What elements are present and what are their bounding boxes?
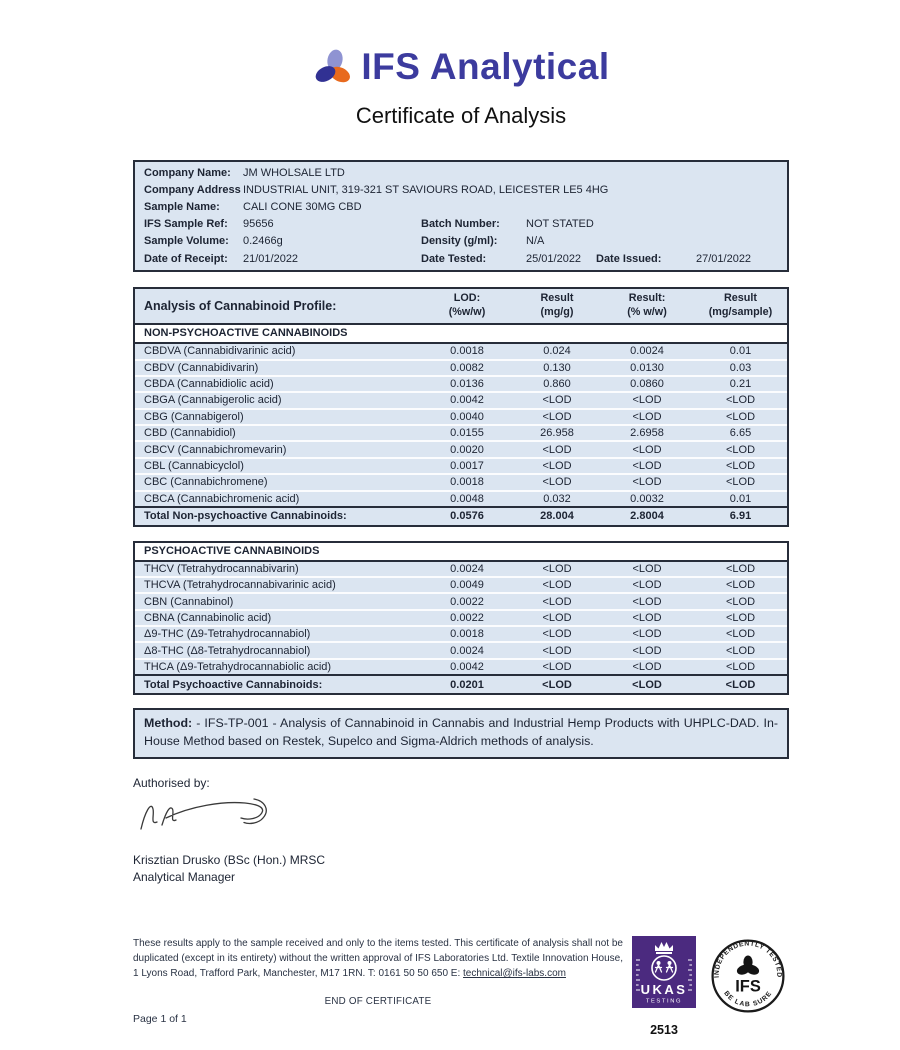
result-value: 0.03 (729, 361, 752, 374)
info-value: 25/01/2022 (526, 252, 582, 265)
result-value: <LOD (725, 410, 756, 423)
info-value: NOT STATED (526, 218, 594, 231)
email-link[interactable]: technical@ifs-labs.com (463, 968, 566, 980)
table-row (135, 506, 787, 525)
column-header-line: LOD: (453, 292, 481, 305)
page-number: Page 1 of 1 (133, 1012, 187, 1025)
method-text: - IFS-TP-001 - Analysis of Cannabinoid in Cannabis and Industrial Hemp Products with UHPLC-DAD. In-House Method based on Restek, Supelco and Sigma-Aldrich methods of analysis. (144, 715, 778, 749)
psychoactive-rows (135, 562, 787, 675)
table-row (135, 377, 787, 393)
table-row (135, 393, 787, 409)
table-row (135, 410, 787, 426)
result-value: 0.0024 (630, 345, 664, 358)
column-header-line: (mg/sample) (708, 306, 773, 319)
footer-text-block (133, 936, 623, 1037)
info-label: Sample Volume: (144, 235, 229, 248)
ifs-independently-tested-stamp-icon (709, 937, 787, 1015)
result-value: 26.958 (540, 427, 574, 440)
column-header-line: (%w/w) (448, 306, 486, 319)
result-value: <LOD (632, 579, 662, 592)
method-label: Method: (144, 715, 193, 730)
info-row-dates (135, 250, 787, 267)
ifs-trefoil-logo-icon (312, 47, 354, 87)
ukas-logo-block (632, 936, 696, 1037)
result-value: <LOD (725, 628, 756, 641)
info-label: Date Issued: (596, 252, 662, 265)
info-value: N/A (526, 235, 545, 248)
info-label: Company Address (144, 183, 241, 196)
analyte-name: CBC (Cannabichromene) (144, 476, 268, 489)
stamp-center-text: IFS (735, 977, 761, 996)
info-label: Date Tested: (421, 252, 487, 265)
result-value: 0.0130 (630, 361, 664, 374)
result-value: 0.0201 (450, 678, 484, 691)
column-header-result-pww (602, 292, 692, 320)
table-row (135, 562, 787, 578)
non-psychoactive-rows (135, 344, 787, 506)
table-row (135, 459, 787, 475)
end-of-certificate-label: END OF CERTIFICATE (324, 995, 432, 1007)
ukas-accreditation-number: 2513 (650, 1023, 678, 1037)
result-value: <LOD (542, 661, 572, 674)
analyte-name: Total Psychoactive Cannabinoids: (144, 678, 323, 691)
section-header-non-psychoactive: NON-PSYCHOACTIVE CANNABINOIDS (135, 325, 787, 344)
analyte-name: CBL (Cannabicyclol) (144, 460, 244, 473)
result-value: 0.0032 (630, 492, 664, 505)
result-value: 6.91 (729, 510, 752, 523)
column-header-line: Result (724, 292, 757, 305)
result-value: <LOD (542, 562, 572, 575)
result-value: <LOD (632, 611, 662, 624)
analyte-name: THCA (Δ9-Tetrahydrocannabiolic acid) (144, 661, 332, 674)
result-value: 0.0082 (450, 361, 484, 374)
non-psychoactive-table (133, 287, 789, 526)
disclaimer-body: These results apply to the sample received and only to the items tested. This certificate of analysis shall not be duplicated (except in its entirety) without the written approval of IFS Laboratories Ltd. Textile Innovation House, 1 Lyons Road, Trafford Park, Manchester, M17 1RN. T: 0161 50 50 650 E: (133, 938, 623, 980)
result-value: 0.0155 (450, 427, 484, 440)
table-row (135, 442, 787, 458)
result-value: 0.024 (543, 345, 571, 358)
result-value: <LOD (632, 443, 662, 456)
accreditation-logos (632, 936, 787, 1037)
ukas-testing-logo-icon (632, 936, 696, 1016)
column-header-line: Result: (628, 292, 666, 305)
authorised-name: Krisztian Drusko (BSc (Hon.) MRSC (133, 852, 326, 867)
result-value: 0.032 (543, 492, 571, 505)
info-value: 0.2466g (243, 235, 283, 248)
ifs-stamp-block (709, 937, 787, 1020)
result-value: 0.0022 (450, 611, 484, 624)
result-value: 0.01 (729, 492, 752, 505)
result-value: <LOD (725, 443, 756, 456)
table-row (135, 475, 787, 491)
result-value: <LOD (632, 595, 662, 608)
result-value: <LOD (725, 678, 756, 691)
analyte-name: Δ9-THC (Δ9-Tetrahydrocannabiol) (144, 628, 311, 641)
column-header-result-mgg (512, 292, 602, 320)
table-row (135, 611, 787, 627)
info-row-company-name (135, 164, 787, 181)
stamp-bottom-arc-text: BE LAB SURE (722, 989, 774, 1009)
result-value: <LOD (632, 460, 662, 473)
brand-name: IFS Analytical (361, 46, 610, 87)
column-header-lod (422, 292, 512, 320)
result-value: <LOD (542, 611, 572, 624)
info-row-sample-name (135, 198, 787, 215)
table-row (135, 627, 787, 643)
result-value: <LOD (725, 460, 756, 473)
authorised-by-label: Authorised by: (133, 775, 210, 790)
result-value: <LOD (725, 661, 756, 674)
table-row (135, 361, 787, 377)
info-row-sample-volume (135, 233, 787, 250)
result-value: <LOD (725, 476, 756, 489)
info-label: Date of Receipt: (144, 252, 228, 265)
analyte-name: CBCA (Cannabichromenic acid) (144, 492, 300, 505)
non-psychoactive-total (135, 506, 787, 525)
certificate-page (133, 0, 789, 887)
result-value: <LOD (542, 595, 572, 608)
result-value: 0.0024 (450, 644, 484, 657)
table-row (135, 344, 787, 360)
result-value: 0.0017 (450, 460, 484, 473)
psychoactive-table (133, 541, 789, 695)
info-row-sample-ref (135, 216, 787, 233)
result-value: <LOD (542, 394, 572, 407)
info-label: Batch Number: (421, 218, 500, 231)
analysis-table-header (135, 289, 787, 325)
result-value: 0.0020 (450, 443, 484, 456)
stamp-top-arc-text: INDEPENDENTLY TESTED (713, 940, 783, 979)
table-row (135, 674, 787, 693)
result-value: <LOD (542, 443, 572, 456)
result-value: <LOD (542, 644, 572, 657)
result-value: 0.0018 (450, 345, 484, 358)
analyte-name: CBN (Cannabinol) (144, 595, 234, 608)
result-value: <LOD (725, 595, 756, 608)
sample-info-table (133, 160, 789, 272)
result-value: 6.65 (729, 427, 752, 440)
info-label: Density (g/ml): (421, 235, 498, 248)
info-label: IFS Sample Ref: (144, 218, 228, 231)
info-value: CALI CONE 30MG CBD (243, 200, 362, 213)
result-value: 0.860 (543, 378, 571, 391)
method-box (133, 708, 789, 759)
result-value: 0.0042 (450, 661, 484, 674)
result-value: 0.0136 (450, 378, 484, 391)
table-row (135, 594, 787, 610)
analyte-name: THCVA (Tetrahydrocannabivarinic acid) (144, 579, 336, 592)
result-value: <LOD (632, 394, 662, 407)
document-title: Certificate of Analysis (355, 103, 567, 128)
result-value: <LOD (725, 394, 756, 407)
section-header-psychoactive: PSYCHOACTIVE CANNABINOIDS (135, 543, 787, 562)
result-value: <LOD (632, 562, 662, 575)
ukas-testing-label: TESTING (645, 998, 683, 1005)
result-value: 0.0018 (450, 628, 484, 641)
analyte-name: THCV (Tetrahydrocannabivarin) (144, 562, 299, 575)
analyte-name: CBNA (Cannabinolic acid) (144, 611, 272, 624)
result-value: 0.0576 (450, 510, 484, 523)
result-value: <LOD (632, 410, 662, 423)
result-value: 0.0040 (450, 410, 484, 423)
result-value: <LOD (542, 678, 572, 691)
result-value: 0.21 (729, 378, 752, 391)
analyte-name: CBCV (Cannabichromevarin) (144, 443, 287, 456)
signature-image (135, 794, 285, 838)
column-header-line: (% w/w) (627, 306, 667, 319)
result-value: 28.004 (540, 510, 574, 523)
info-row-company-address (135, 181, 787, 198)
result-value: <LOD (632, 678, 662, 691)
table-row (135, 426, 787, 442)
analyte-name: CBGA (Cannabigerolic acid) (144, 394, 282, 407)
info-label: Company Name: (144, 166, 231, 179)
result-value: <LOD (725, 644, 756, 657)
result-value: <LOD (542, 628, 572, 641)
result-value: <LOD (542, 410, 572, 423)
info-value: 95656 (243, 218, 274, 231)
table-row (135, 492, 787, 506)
table-row (135, 660, 787, 674)
column-header-result-mgsample (692, 292, 789, 320)
result-value: 0.0860 (630, 378, 664, 391)
analyte-name: CBDA (Cannabidiolic acid) (144, 378, 274, 391)
psychoactive-total (135, 674, 787, 693)
disclaimer-text (133, 936, 623, 982)
result-value: 0.0049 (450, 579, 484, 592)
result-value: <LOD (542, 460, 572, 473)
info-value: 21/01/2022 (243, 252, 299, 265)
analyte-name: CBG (Cannabigerol) (144, 410, 244, 423)
analyte-name: CBDV (Cannabidivarin) (144, 361, 259, 374)
result-value: <LOD (632, 628, 662, 641)
authorised-role: Analytical Manager (133, 870, 236, 885)
result-value: <LOD (725, 579, 756, 592)
result-value: 0.0042 (450, 394, 484, 407)
table-row (135, 643, 787, 659)
result-value: <LOD (725, 562, 756, 575)
result-value: 0.130 (543, 361, 571, 374)
info-label: Sample Name: (144, 200, 220, 213)
analyte-name: CBDVA (Cannabidivarinic acid) (144, 345, 296, 358)
result-value: <LOD (632, 661, 662, 674)
result-value: <LOD (542, 579, 572, 592)
column-header-line: (mg/g) (540, 306, 574, 319)
table-row (135, 578, 787, 594)
result-value: 0.0022 (450, 595, 484, 608)
brand-header (133, 46, 789, 88)
result-value: 2.6958 (630, 427, 664, 440)
result-value: <LOD (632, 644, 662, 657)
analysis-table-title: Analysis of Cannabinoid Profile: (144, 299, 337, 314)
analyte-name: CBD (Cannabidiol) (144, 427, 236, 440)
column-header-line: Result (540, 292, 574, 305)
result-value: <LOD (725, 611, 756, 624)
footer (133, 936, 793, 1037)
info-value: JM WHOLSALE LTD (243, 166, 345, 179)
result-value: 2.8004 (630, 510, 664, 523)
result-value: <LOD (632, 476, 662, 489)
info-value: INDUSTRIAL UNIT, 319-321 ST SAVIOURS ROAD, LEICESTER LE5 4HG (243, 183, 609, 196)
analyte-name: Total Non-psychoactive Cannabinoids: (144, 510, 347, 523)
result-value: <LOD (542, 476, 572, 489)
result-value: 0.0048 (450, 492, 484, 505)
result-value: 0.01 (729, 345, 752, 358)
result-value: 0.0024 (450, 562, 484, 575)
info-value: 27/01/2022 (696, 252, 752, 265)
analyte-name: Δ8-THC (Δ8-Tetrahydrocannabiol) (144, 644, 311, 657)
result-value: 0.0018 (450, 476, 484, 489)
ukas-wordmark: UKAS (640, 982, 688, 997)
